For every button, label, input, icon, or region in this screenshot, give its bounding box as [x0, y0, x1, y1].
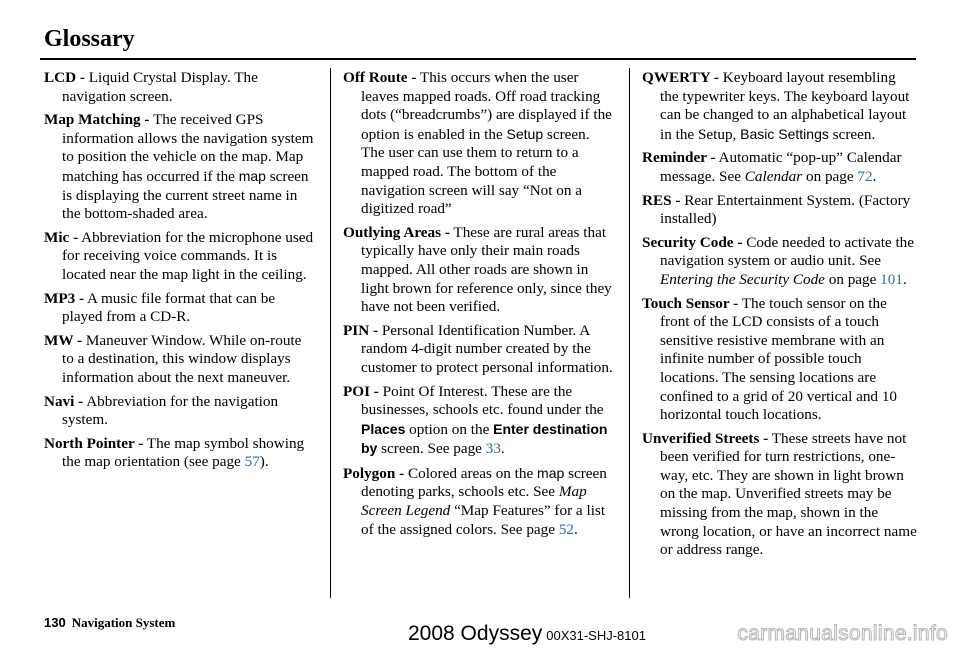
page-number: 130	[44, 615, 66, 630]
glossary-entry-map-matching: Map Matching - The received GPS information allows the navigation system to position the vehicle on the map. Map matching has occurred if the map screen is displaying the current street name in the bottom-shaded area.	[44, 111, 314, 223]
page-link[interactable]: 52	[558, 520, 574, 538]
section-name: Navigation System	[71, 615, 176, 630]
glossary-entry-reminder: Reminder - Automatic “pop-up” Calendar message. See Calendar on page 72.	[642, 149, 902, 185]
watermark: carmanualsonline.info	[737, 622, 948, 645]
glossary-column-1	[44, 69, 314, 477]
glossary-entry-lcd: LCD - Liquid Crystal Display. The navigation screen.	[44, 69, 258, 105]
page-link[interactable]: 72	[857, 167, 873, 185]
manual-code: 00X31-SHJ-8101	[546, 628, 646, 643]
glossary-entry-mp3: MP3 - A music file format that can be played from a CD-R.	[44, 289, 276, 326]
glossary-entry-north-pointer: North Pointer - The map symbol showing the map orientation (see page 57).	[44, 434, 305, 471]
glossary-entry-mw: MW - Maneuver Window. While on-route to a destination, this window displays information about the next maneuver.	[44, 331, 302, 386]
glossary-entry-off-route: Off Route - This occurs when the user leaves mapped roads. Off road tracking dots (“breadcrumbs”) are displayed if the option is enabled in the Setup screen. The user can use them to return to a mapped road. The bottom of the navigation screen will say “Not on a digitized road”	[343, 69, 612, 218]
glossary-entry-touch-sensor: Touch Sensor - The touch sensor on the front of the LCD consists of a touch sensitive resistive membrane with an infinite number of possible touch locations. The sensing locations are confined to a grid of 20 vertical and 10 horizontal touch locations.	[642, 294, 898, 424]
glossary-entry-poi: POI - Point Of Interest. These are the businesses, schools etc. found under the Places option on the Enter destination by screen. See page 33.	[343, 382, 608, 458]
title-rule	[40, 58, 916, 60]
glossary-column-3	[642, 69, 918, 565]
page-link[interactable]: 101	[880, 270, 903, 288]
glossary-entry-unverified-streets: Unverified Streets - These streets have not been verified for turn restrictions, one-way, etc. They are shown in light brown on the map. Unverified streets may be missing from the map, shown in the wrong location, or have an incorrect name or address range.	[642, 429, 917, 559]
page-title: Glossary	[44, 26, 135, 52]
page-link[interactable]: 57	[244, 453, 260, 471]
model-name: 2008 Odyssey	[408, 622, 543, 645]
column-divider	[629, 68, 630, 598]
glossary-column-2	[343, 69, 615, 544]
glossary-entry-navi: Navi - Abbreviation for the navigation system.	[44, 392, 279, 429]
glossary-entry-mic: Mic - Abbreviation for the microphone used for receiving voice commands. It is located near the map light in the ceiling.	[44, 228, 314, 283]
column-divider	[330, 68, 331, 598]
glossary-entry-qwerty: QWERTY - Keyboard layout resembling the typewriter keys. The keyboard layout can be changed to an alphabetical layout in the Setup, Basic Settings screen.	[642, 69, 910, 143]
footer-page-label	[44, 615, 175, 631]
glossary-entry-security-code: Security Code - Code needed to activate the navigation system or audio unit. See Entering the Security Code on page 101.	[642, 233, 915, 288]
glossary-entry-outlying-areas: Outlying Areas - These are rural areas that typically have only their main roads mapped. All other roads are shown in light brown for reference only, since they have not been verified.	[343, 223, 612, 316]
glossary-entry-polygon: Polygon - Colored areas on the map screen denoting parks, schools etc. See Map Screen Legend “Map Features” for a list of the assigned colors. See page 52.	[343, 464, 607, 538]
glossary-entry-res: RES - Rear Entertainment System. (Factory installed)	[642, 191, 911, 228]
page-link[interactable]: 33	[485, 440, 501, 458]
footer-model	[408, 622, 646, 646]
glossary-entry-pin: PIN - Personal Identification Number. A random 4-digit number created by the customer to protect personal information.	[343, 321, 613, 376]
